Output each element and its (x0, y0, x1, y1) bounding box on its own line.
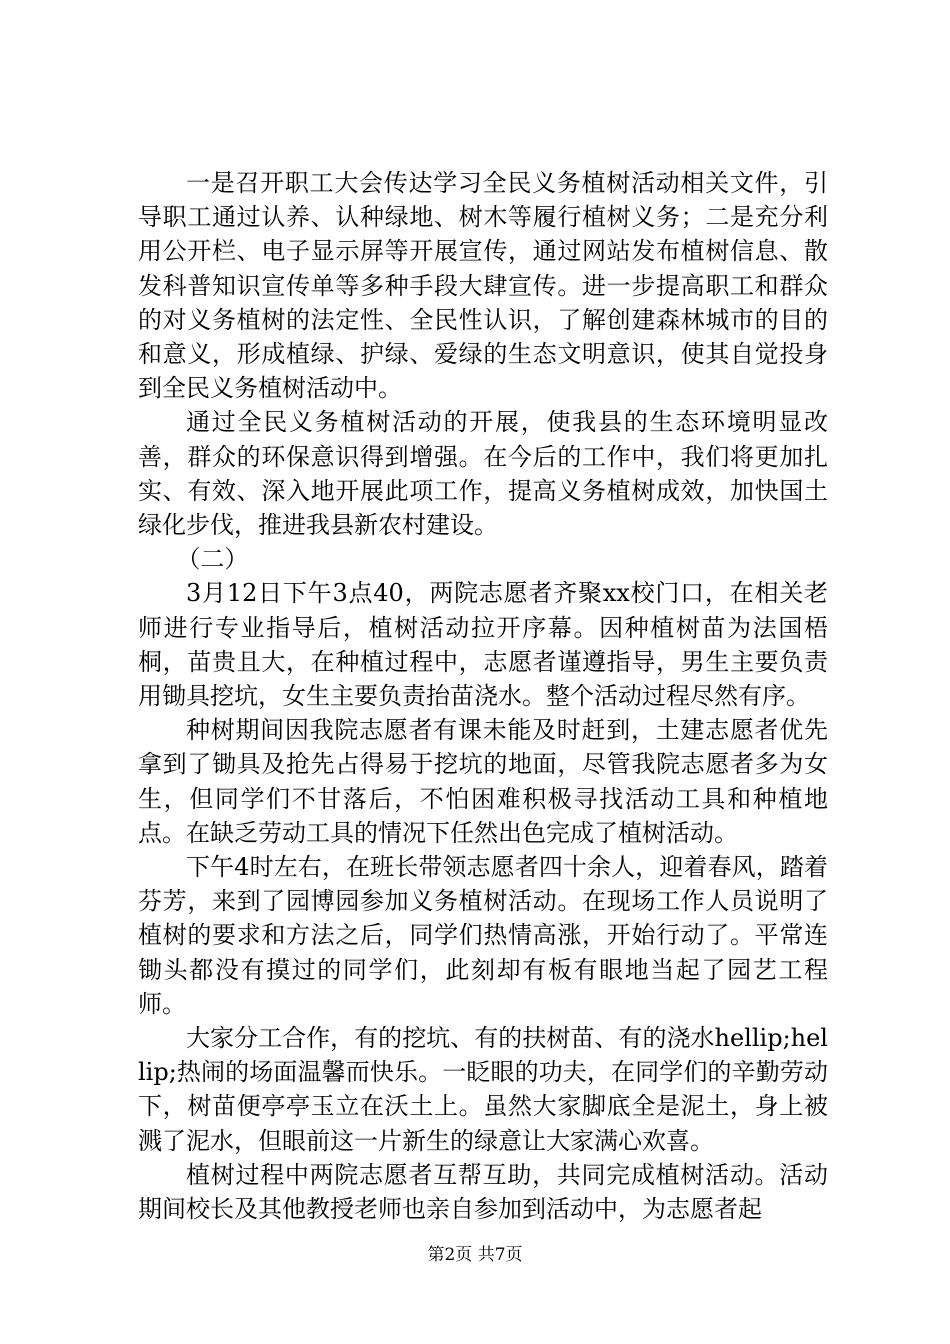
paragraph: 3月12日下午3点40，两院志愿者齐聚xx校门口，在相关老师进行专业指导后，植树活动拉开序幕。因种植树苗为法国梧桐，苗贵且大，在种植过程中，志愿者谨遵指导，男生主要负责用锄具挖坑，女生主要负责抬苗浇水。整个活动过程尽然有序。 (138, 579, 828, 711)
paragraph: 一是召开职工大会传达学习全民义务植树活动相关文件，引导职工通过认养、认种绿地、树木等履行植树义务；二是充分利用公开栏、电子显示屏等开展宣传，通过网站发布植树信息、散发科普知识宣传单等多种手段大肆宣传。进一步提高职工和群众的对义务植树的法定性、全民性认识，了解创建森林城市的目的和意义，形成植绿、护绿、爱绿的生态文明意识，使其自觉投身到全民义务植树活动中。 (138, 169, 828, 403)
paragraph: 植树过程中两院志愿者互帮互助，共同完成植树活动。活动期间校长及其他教授老师也亲自参加到活动中，为志愿者起 (138, 1160, 828, 1224)
paragraph: 种树期间因我院志愿者有课未能及时赶到，土建志愿者优先拿到了锄具及抢先占得易于挖坑的地面，尽管我院志愿者多为女生，但同学们不甘落后，不怕困难积极寻找活动工具和种植地点。在缺乏劳动工具的情况下任然出色完成了植树活动。 (138, 716, 828, 847)
paragraph: 大家分工合作，有的挖坑、有的扶树苗、有的浇水hellip;hellip;热闹的场面温馨而快乐。一眨眼的功夫，在同学们的辛勤劳动下，树苗便亭亭玉立在沃土上。虽然大家脚底全是泥土，身上被溅了泥水，但眼前这一片新生的绿意让大家满心欢喜。 (138, 1024, 828, 1155)
section-heading: （二） (176, 545, 249, 574)
document-body (138, 166, 828, 1226)
page-footer: 第2页 共7页 (427, 1245, 523, 1265)
paragraph: 下午4时左右，在班长带领志愿者四十余人，迎着春风，踏着芬芳，来到了园博园参加义务植树活动。在现场工作人员说明了植树的要求和方法之后，同学们热情高涨，开始行动了。平常连锄头都没有摸过的同学们，此刻却有板有眼地当起了园艺工程师。 (138, 853, 828, 1018)
paragraph: 通过全民义务植树活动的开展，使我县的生态环境明显改善，群众的环保意识得到增强。在今后的工作中，我们将更加扎实、有效、深入地开展此项工作，提高义务植树成效，加快国土绿化步伐，推进我县新农村建设。 (138, 408, 828, 540)
